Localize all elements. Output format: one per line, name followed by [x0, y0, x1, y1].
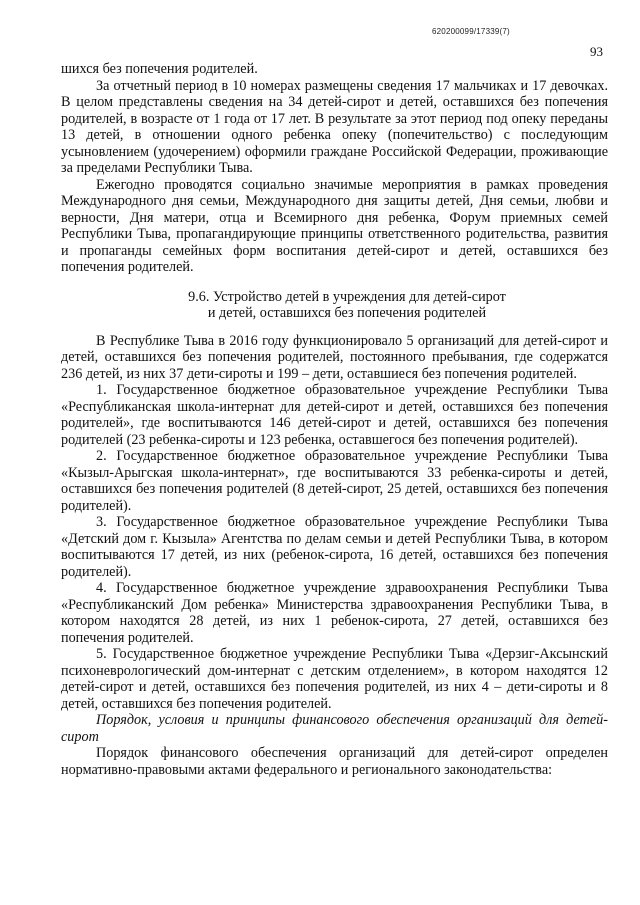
list-item-organization-3: 3. Государственное бюджетное образовательное учреждение Республики Тыва «Детский дом г. Кызыла» Агентства по делам семьи и детей Республики Тыва, в котором воспитываются 17 детей, из них (ребенок-сирота, 16 детей, оставшихся без попечения родителей). [61, 514, 608, 580]
document-body [61, 61, 608, 778]
section-heading [61, 289, 608, 322]
paragraph-financing: Порядок финансового обеспечения организаций для детей-сирот определен нормативно-правовыми актами федерального и регионального законодательства: [61, 745, 608, 778]
list-item-organization-5: 5. Государственное бюджетное учреждение Республики Тыва «Дерзиг-Аксынский психоневрологический дом-интернат с детским отделением», в котором находятся 12 детей-сирот и детей, оставшихся без попечения родителей, из них 4 – дети-сироты и 8 детей, оставшихся без попечения родителей. [61, 646, 608, 712]
page-number: 93 [590, 44, 603, 59]
list-item-organization-1: 1. Государственное бюджетное образовательное учреждение Республики Тыва «Республиканская школа-интернат для детей-сирот и детей, оставшихся без попечения родителей», где воспитываются 146 детей-сирот и детей, оставшихся без попечения родителей (23 ребенка-сироты и 123 ребенка, оставшегося без попечения родителей). [61, 382, 608, 448]
section-heading-line1: 9.6. Устройство детей в учреждения для детей-сирот [188, 288, 506, 305]
subheading-financing: Порядок, условия и принципы финансового обеспечения организаций для детей-сирот [61, 712, 608, 745]
list-item-organization-2: 2. Государственное бюджетное образовательное учреждение Республики Тыва «Кызыл-Арыгская школа-интернат», где воспитываются 33 ребенка-сироты и детей, оставшихся без попечения родителей (8 детей-сирот, 25 детей, оставшихся без попечения родителей). [61, 448, 608, 514]
document-number: 620200099/17339(7) [432, 27, 510, 36]
list-item-organization-4: 4. Государственное бюджетное учреждение здравоохранения Республики Тыва «Республиканский Дом ребенка» Министерства здравоохранения Республики Тыва, в котором находятся 28 детей, из них 1 ребенок-сирота, 27 детей, оставшихся без попечения родителей. [61, 580, 608, 646]
paragraph-organizations-summary: В Республике Тыва в 2016 году функционировало 5 организаций для детей-сирот и детей, оставшихся без попечения родителей, постоянного пребывания, где содержатся 236 детей, из них 37 дети-сироты и 199 – дети, оставшиеся без попечения родителей. [61, 332, 608, 382]
paragraph-report-period: За отчетный период в 10 номерах размещены сведения 17 мальчиках и 17 девочках. В целом представлены сведения на 34 детей-сирот и детей, оставшихся без попечения родителей, в возрасте от 1 года от 17 лет. В результате за этот период под опеку переданы 13 детей, в отношении одного ребенка опеку (попечительство) с последующим усыновлением (удочерением) оформили граждане Российской Федерации, проживающие за пределами Республики Тыва. [61, 77, 608, 176]
paragraph-continuation: шихся без попечения родителей. [61, 61, 258, 77]
paragraph-annual-events: Ежегодно проводятся социально значимые мероприятия в рамках проведения Международного дня семьи, Международного дня защиты детей, Дня семьи, любви и верности, Дня матери, отца и Всемирного дня ребенка, Форум приемных семей Республики Тыва, пропагандирующие принципы ответственного родительства, развития и пропаганды семейных форм воспитания детей-сирот и детей, оставшихся без попечения родителей. [61, 176, 608, 275]
section-heading-line2: и детей, оставшихся без попечения родителей [207, 305, 487, 321]
